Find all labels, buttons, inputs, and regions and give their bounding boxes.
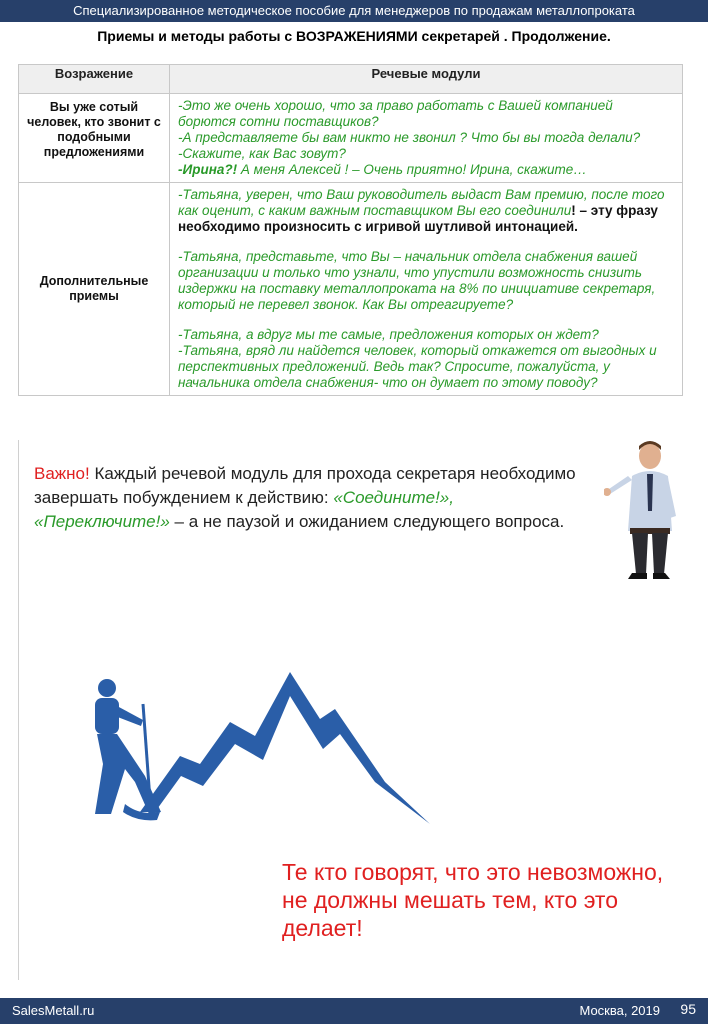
modules-cell bbox=[170, 94, 683, 183]
table-row bbox=[19, 183, 683, 396]
module-paragraph: -Татьяна, представьте, что Вы – начальник отдела снабжения вашей организации и только что узнали, что упустили возможность снизить издержки на поставку металлопроката на 8% по инициативе секретаря, который не перевел звонок. Как Вы отреагируете? bbox=[178, 249, 656, 312]
mountain-climber-illustration bbox=[85, 664, 435, 829]
module-line: -Татьяна, а вдруг мы те самые, предложения которых он ждет? bbox=[178, 327, 599, 342]
margin-divider bbox=[18, 440, 19, 980]
footer-city-year: Москва, 2019 bbox=[579, 1003, 660, 1018]
modules-cell bbox=[170, 183, 683, 396]
important-green-phrase: «Соедините!», «Переключите!» bbox=[34, 488, 454, 531]
objection-cell: Вы уже сотый человек, кто звонит с подобными предложениями bbox=[19, 94, 170, 183]
page-title: Приемы и методы работы с ВОЗРАЖЕНИЯМИ секретарей . Продолжение. bbox=[97, 28, 611, 44]
footer-site: SalesMetall.ru bbox=[12, 1003, 95, 1018]
column-header-modules: Речевые модули bbox=[170, 65, 683, 94]
header-banner: Специализированное методическое пособие для менеджеров по продажам металлопроката bbox=[0, 0, 708, 22]
column-header-objection: Возражение bbox=[19, 65, 170, 94]
objections-table bbox=[18, 64, 683, 396]
important-text: Каждый речевой модуль для прохода секретаря необходимо завершать побуждением к действию: bbox=[34, 464, 576, 507]
module-line: -Скажите, как Вас зовут? bbox=[178, 146, 346, 161]
table-row bbox=[19, 94, 683, 183]
module-line: -А представляете бы вам никто не звонил ? Что бы вы тогда делали? bbox=[178, 130, 641, 145]
footer-bar bbox=[0, 998, 708, 1024]
module-paragraph bbox=[178, 187, 674, 235]
module-line-rest: А меня Алексей ! – Очень приятно! Ирина, скажите… bbox=[237, 162, 587, 177]
important-note bbox=[34, 462, 594, 534]
module-line bbox=[178, 162, 674, 178]
module-bold-note: ! – эту фразу необходимо произносить с игривой шутливой интонацией. bbox=[178, 203, 658, 234]
module-line: -Это же очень хорошо, что за право работать с Вашей компанией борются сотни поставщиков? bbox=[178, 98, 613, 129]
important-text-end: – а не паузой и ожиданием следующего вопроса. bbox=[169, 512, 565, 531]
module-line-bold: -Ирина?! bbox=[178, 162, 238, 177]
objection-cell: Дополнительные приемы bbox=[19, 183, 170, 396]
motivational-quote: Те кто говорят, что это невозможно, не должны мешать тем, кто это делает! bbox=[282, 859, 664, 941]
table-header-row bbox=[19, 65, 683, 94]
businessman-pointing-illustration bbox=[604, 436, 684, 581]
important-label: Важно! bbox=[34, 464, 90, 483]
module-italic-text: -Татьяна, уверен, что Ваш руководитель выдаст Вам премию, после того как оценит, с каким важным поставщиком Вы его соединили bbox=[178, 187, 665, 218]
page-number: 95 bbox=[680, 1001, 696, 1017]
module-line: -Татьяна, вряд ли найдется человек, который откажется от выгодных и перспективных предложений. Ведь так? Спросите, пожалуйста, у начальника отдела снабжения- что он думает по этому поводу? bbox=[178, 343, 657, 390]
